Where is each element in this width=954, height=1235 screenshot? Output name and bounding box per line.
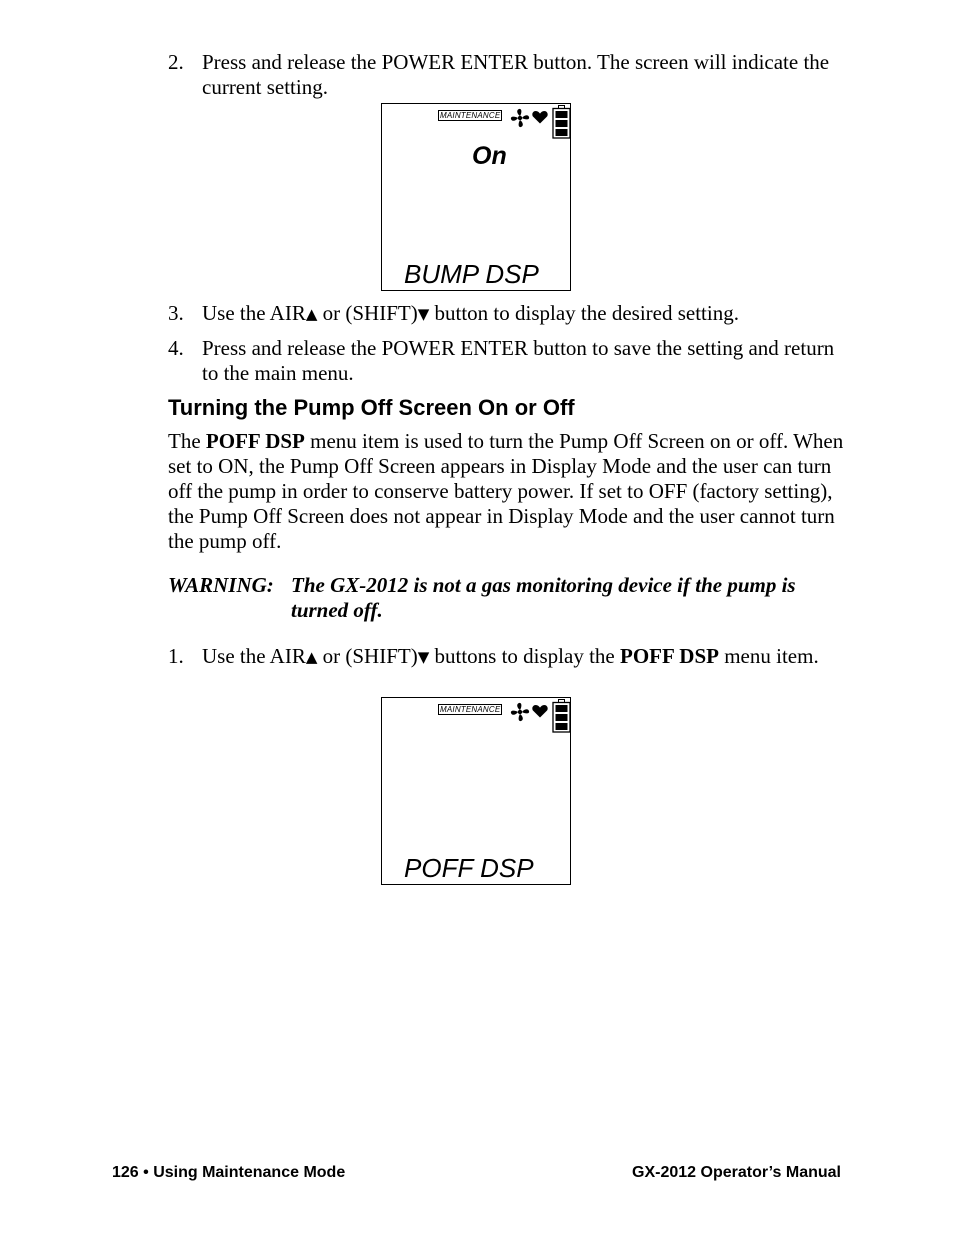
- heart-icon: [532, 704, 548, 718]
- step-text: Press and release the POWER ENTER button to save the setting and return to the main menu.: [202, 336, 835, 385]
- menu-item-name: POFF DSP: [205, 429, 305, 453]
- section-heading: Turning the Pump Off Screen On or Off: [168, 395, 575, 420]
- step-number: 1.: [168, 644, 184, 668]
- maintenance-badge: MAINTENANCE: [440, 705, 501, 714]
- lcd-screen-bump-dsp: [381, 103, 571, 291]
- menu-label: BUMP DSP: [404, 259, 539, 289]
- step-text: Use the AIR▲ or (SHIFT)▼ buttons to display the POFF DSP menu item.: [202, 644, 819, 668]
- setting-value: On: [472, 142, 507, 170]
- footer-manual-title: GX-2012 Operator’s Manual: [632, 1164, 841, 1181]
- menu-item-name: POFF DSP: [620, 644, 719, 668]
- maintenance-badge: MAINTENANCE: [440, 111, 501, 120]
- fan-icon: [510, 702, 530, 722]
- step-number: 4.: [168, 336, 184, 360]
- down-arrow-icon: ▼: [417, 648, 430, 666]
- step-1: [168, 644, 848, 671]
- battery-icon: [552, 699, 571, 733]
- footer-page-info: 126 • Using Maintenance Mode: [112, 1164, 346, 1181]
- fan-icon: [510, 108, 530, 128]
- step-text: Press and release the POWER ENTER button. The screen will indicate the current setting.: [202, 50, 830, 99]
- step-3: [168, 301, 848, 328]
- warning-text: The GX-2012 is not a gas monitoring device if the pump is turned off.: [291, 573, 796, 622]
- step-number: 2.: [168, 50, 184, 74]
- warning-label: WARNING:: [168, 573, 274, 597]
- menu-label: POFF DSP: [404, 853, 534, 883]
- step-4: [168, 336, 848, 386]
- lcd-screen-poff-dsp: [381, 697, 571, 885]
- description-paragraph: The POFF DSP menu item is used to turn the Pump Off Screen on or off. When set to ON, the Pump Off Screen appears in Display Mode and the user can turn off the pump in order to conserve battery power. If set to OFF (factory setting), the Pump Off Screen does not appear in Display Mode and the user cannot turn the pump off.: [168, 429, 844, 553]
- down-arrow-icon: ▼: [417, 305, 430, 323]
- up-arrow-icon: ▲: [305, 648, 318, 666]
- battery-icon: [552, 105, 571, 139]
- step-2: [168, 50, 848, 100]
- step-number: 3.: [168, 301, 184, 325]
- up-arrow-icon: ▲: [305, 305, 318, 323]
- heart-icon: [532, 110, 548, 124]
- step-text: Use the AIR▲ or (SHIFT)▼ button to display the desired setting.: [202, 301, 739, 325]
